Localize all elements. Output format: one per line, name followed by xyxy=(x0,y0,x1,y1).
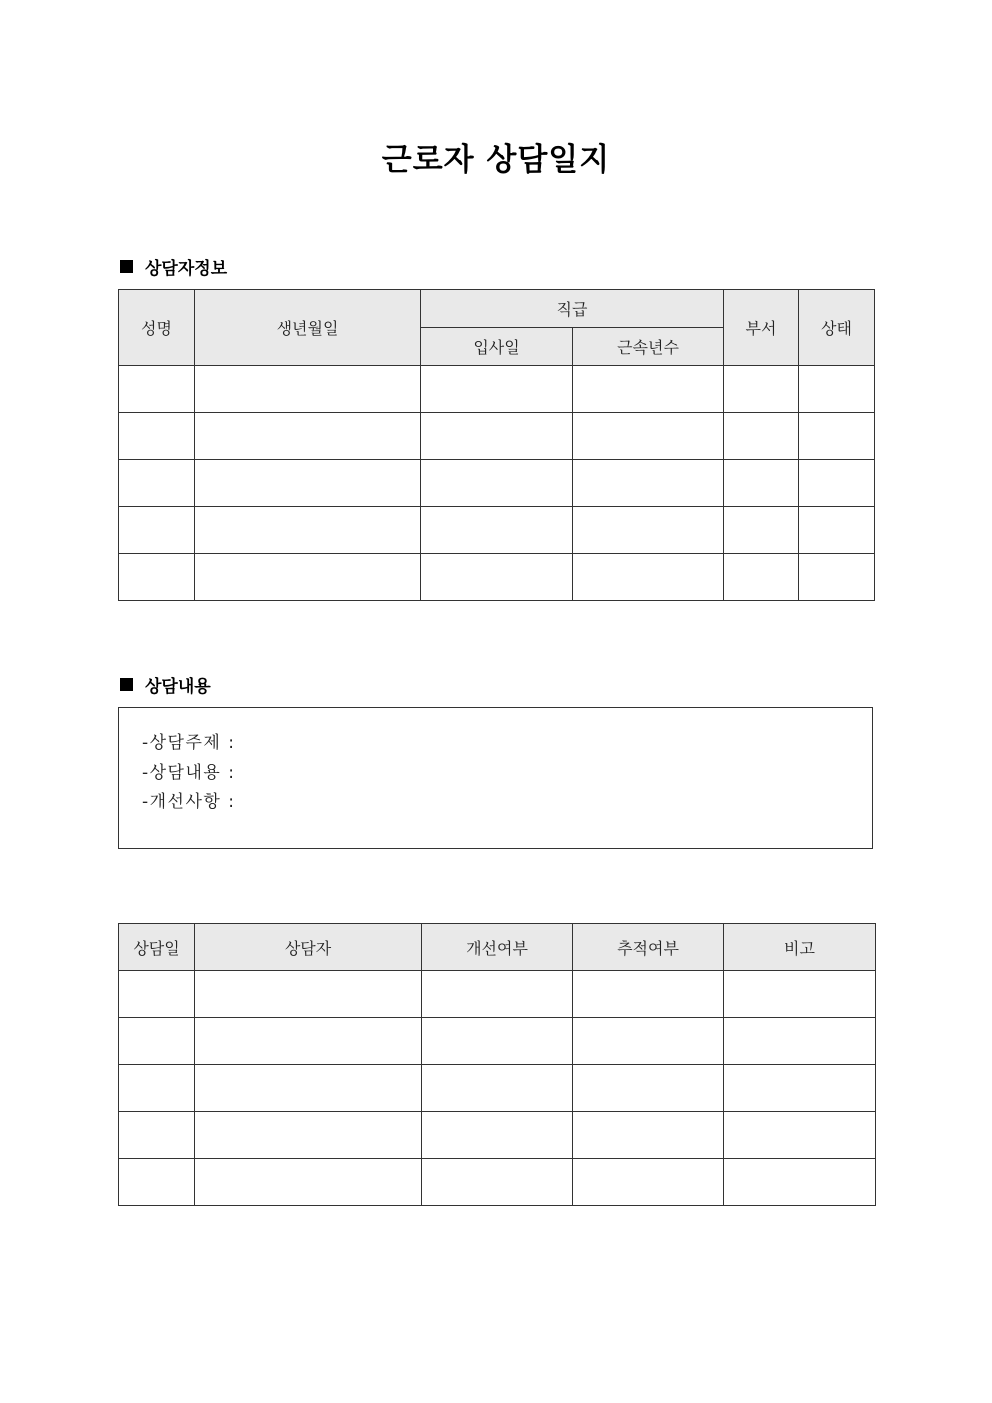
header-remarks: 비고 xyxy=(724,924,876,971)
header-improved: 개선여부 xyxy=(422,924,573,971)
header-hire-date: 입사일 xyxy=(421,328,573,366)
table-cell[interactable] xyxy=(119,554,195,601)
table-cell[interactable] xyxy=(119,1018,195,1065)
section-heading-label: 상담내용 xyxy=(145,677,211,697)
table-row xyxy=(119,1018,876,1065)
table-cell[interactable] xyxy=(119,507,195,554)
table-cell[interactable] xyxy=(573,971,724,1018)
table-cell[interactable] xyxy=(421,366,573,413)
table-row xyxy=(119,366,875,413)
table-cell[interactable] xyxy=(422,971,573,1018)
table-row xyxy=(119,413,875,460)
table-row xyxy=(119,1065,876,1112)
header-counselor: 상담자 xyxy=(195,924,422,971)
table-cell[interactable] xyxy=(195,971,422,1018)
counseling-log-body xyxy=(119,971,876,1206)
table-cell[interactable] xyxy=(573,1065,724,1112)
table-cell[interactable] xyxy=(195,460,421,507)
header-department: 부서 xyxy=(724,290,799,366)
table-cell[interactable] xyxy=(799,366,875,413)
header-name: 성명 xyxy=(119,290,195,366)
table-cell[interactable] xyxy=(421,507,573,554)
table-cell[interactable] xyxy=(573,460,724,507)
table-row xyxy=(119,1112,876,1159)
table-cell[interactable] xyxy=(422,1065,573,1112)
section-heading-label: 상담자정보 xyxy=(145,259,228,279)
table-cell[interactable] xyxy=(421,554,573,601)
table-cell[interactable] xyxy=(573,413,724,460)
counseling-log-table xyxy=(118,923,876,1206)
table-row xyxy=(119,1159,876,1206)
table-cell[interactable] xyxy=(195,1112,422,1159)
table-cell[interactable] xyxy=(195,413,421,460)
table-cell[interactable] xyxy=(119,366,195,413)
table-cell[interactable] xyxy=(724,554,799,601)
table-cell[interactable] xyxy=(724,971,876,1018)
table-cell[interactable] xyxy=(422,1018,573,1065)
table-cell[interactable] xyxy=(724,413,799,460)
table-cell[interactable] xyxy=(799,554,875,601)
table-cell[interactable] xyxy=(799,507,875,554)
table-cell[interactable] xyxy=(195,366,421,413)
table-cell[interactable] xyxy=(573,366,724,413)
table-cell[interactable] xyxy=(422,1112,573,1159)
table-cell[interactable] xyxy=(724,460,799,507)
table-cell[interactable] xyxy=(119,1159,195,1206)
table-cell[interactable] xyxy=(573,1018,724,1065)
table-cell[interactable] xyxy=(195,1159,422,1206)
content-line-details: -상담내용 : xyxy=(142,763,236,783)
table-cell[interactable] xyxy=(195,507,421,554)
table-cell[interactable] xyxy=(724,1065,876,1112)
header-position: 직급 xyxy=(421,290,724,328)
table-cell[interactable] xyxy=(724,366,799,413)
table-cell[interactable] xyxy=(422,1159,573,1206)
table-row xyxy=(119,507,875,554)
counselee-info-table xyxy=(118,289,875,601)
header-counsel-date: 상담일 xyxy=(119,924,195,971)
table-cell[interactable] xyxy=(799,460,875,507)
table-cell[interactable] xyxy=(573,1159,724,1206)
table-cell[interactable] xyxy=(573,507,724,554)
counseling-content-box[interactable] xyxy=(118,707,873,849)
table-cell[interactable] xyxy=(195,554,421,601)
header-tracked: 추적여부 xyxy=(573,924,724,971)
document-title: 근로자 상담일지 xyxy=(381,142,611,178)
table-cell[interactable] xyxy=(724,1018,876,1065)
table-row xyxy=(119,971,876,1018)
table-cell[interactable] xyxy=(724,507,799,554)
table-row xyxy=(119,554,875,601)
section-heading-counselee-info xyxy=(118,254,227,279)
table-row xyxy=(119,460,875,507)
header-years-of-service: 근속년수 xyxy=(573,328,724,366)
header-birth-date: 생년월일 xyxy=(195,290,421,366)
table-cell[interactable] xyxy=(119,1112,195,1159)
counselee-info-body xyxy=(119,366,875,601)
section-heading-counseling-content xyxy=(118,672,211,697)
table-cell[interactable] xyxy=(573,1112,724,1159)
table-cell[interactable] xyxy=(119,460,195,507)
table-cell[interactable] xyxy=(724,1112,876,1159)
table-cell[interactable] xyxy=(119,413,195,460)
table-cell[interactable] xyxy=(119,971,195,1018)
header-status: 상태 xyxy=(799,290,875,366)
table-cell[interactable] xyxy=(724,1159,876,1206)
table-cell[interactable] xyxy=(195,1065,422,1112)
content-line-topic: -상담주제 : xyxy=(142,733,236,753)
table-cell[interactable] xyxy=(799,413,875,460)
square-bullet-icon xyxy=(120,260,133,273)
table-cell[interactable] xyxy=(421,460,573,507)
content-line-improvements: -개선사항 : xyxy=(142,792,236,812)
table-cell[interactable] xyxy=(573,554,724,601)
table-cell[interactable] xyxy=(195,1018,422,1065)
square-bullet-icon xyxy=(120,678,133,691)
table-cell[interactable] xyxy=(421,413,573,460)
table-cell[interactable] xyxy=(119,1065,195,1112)
